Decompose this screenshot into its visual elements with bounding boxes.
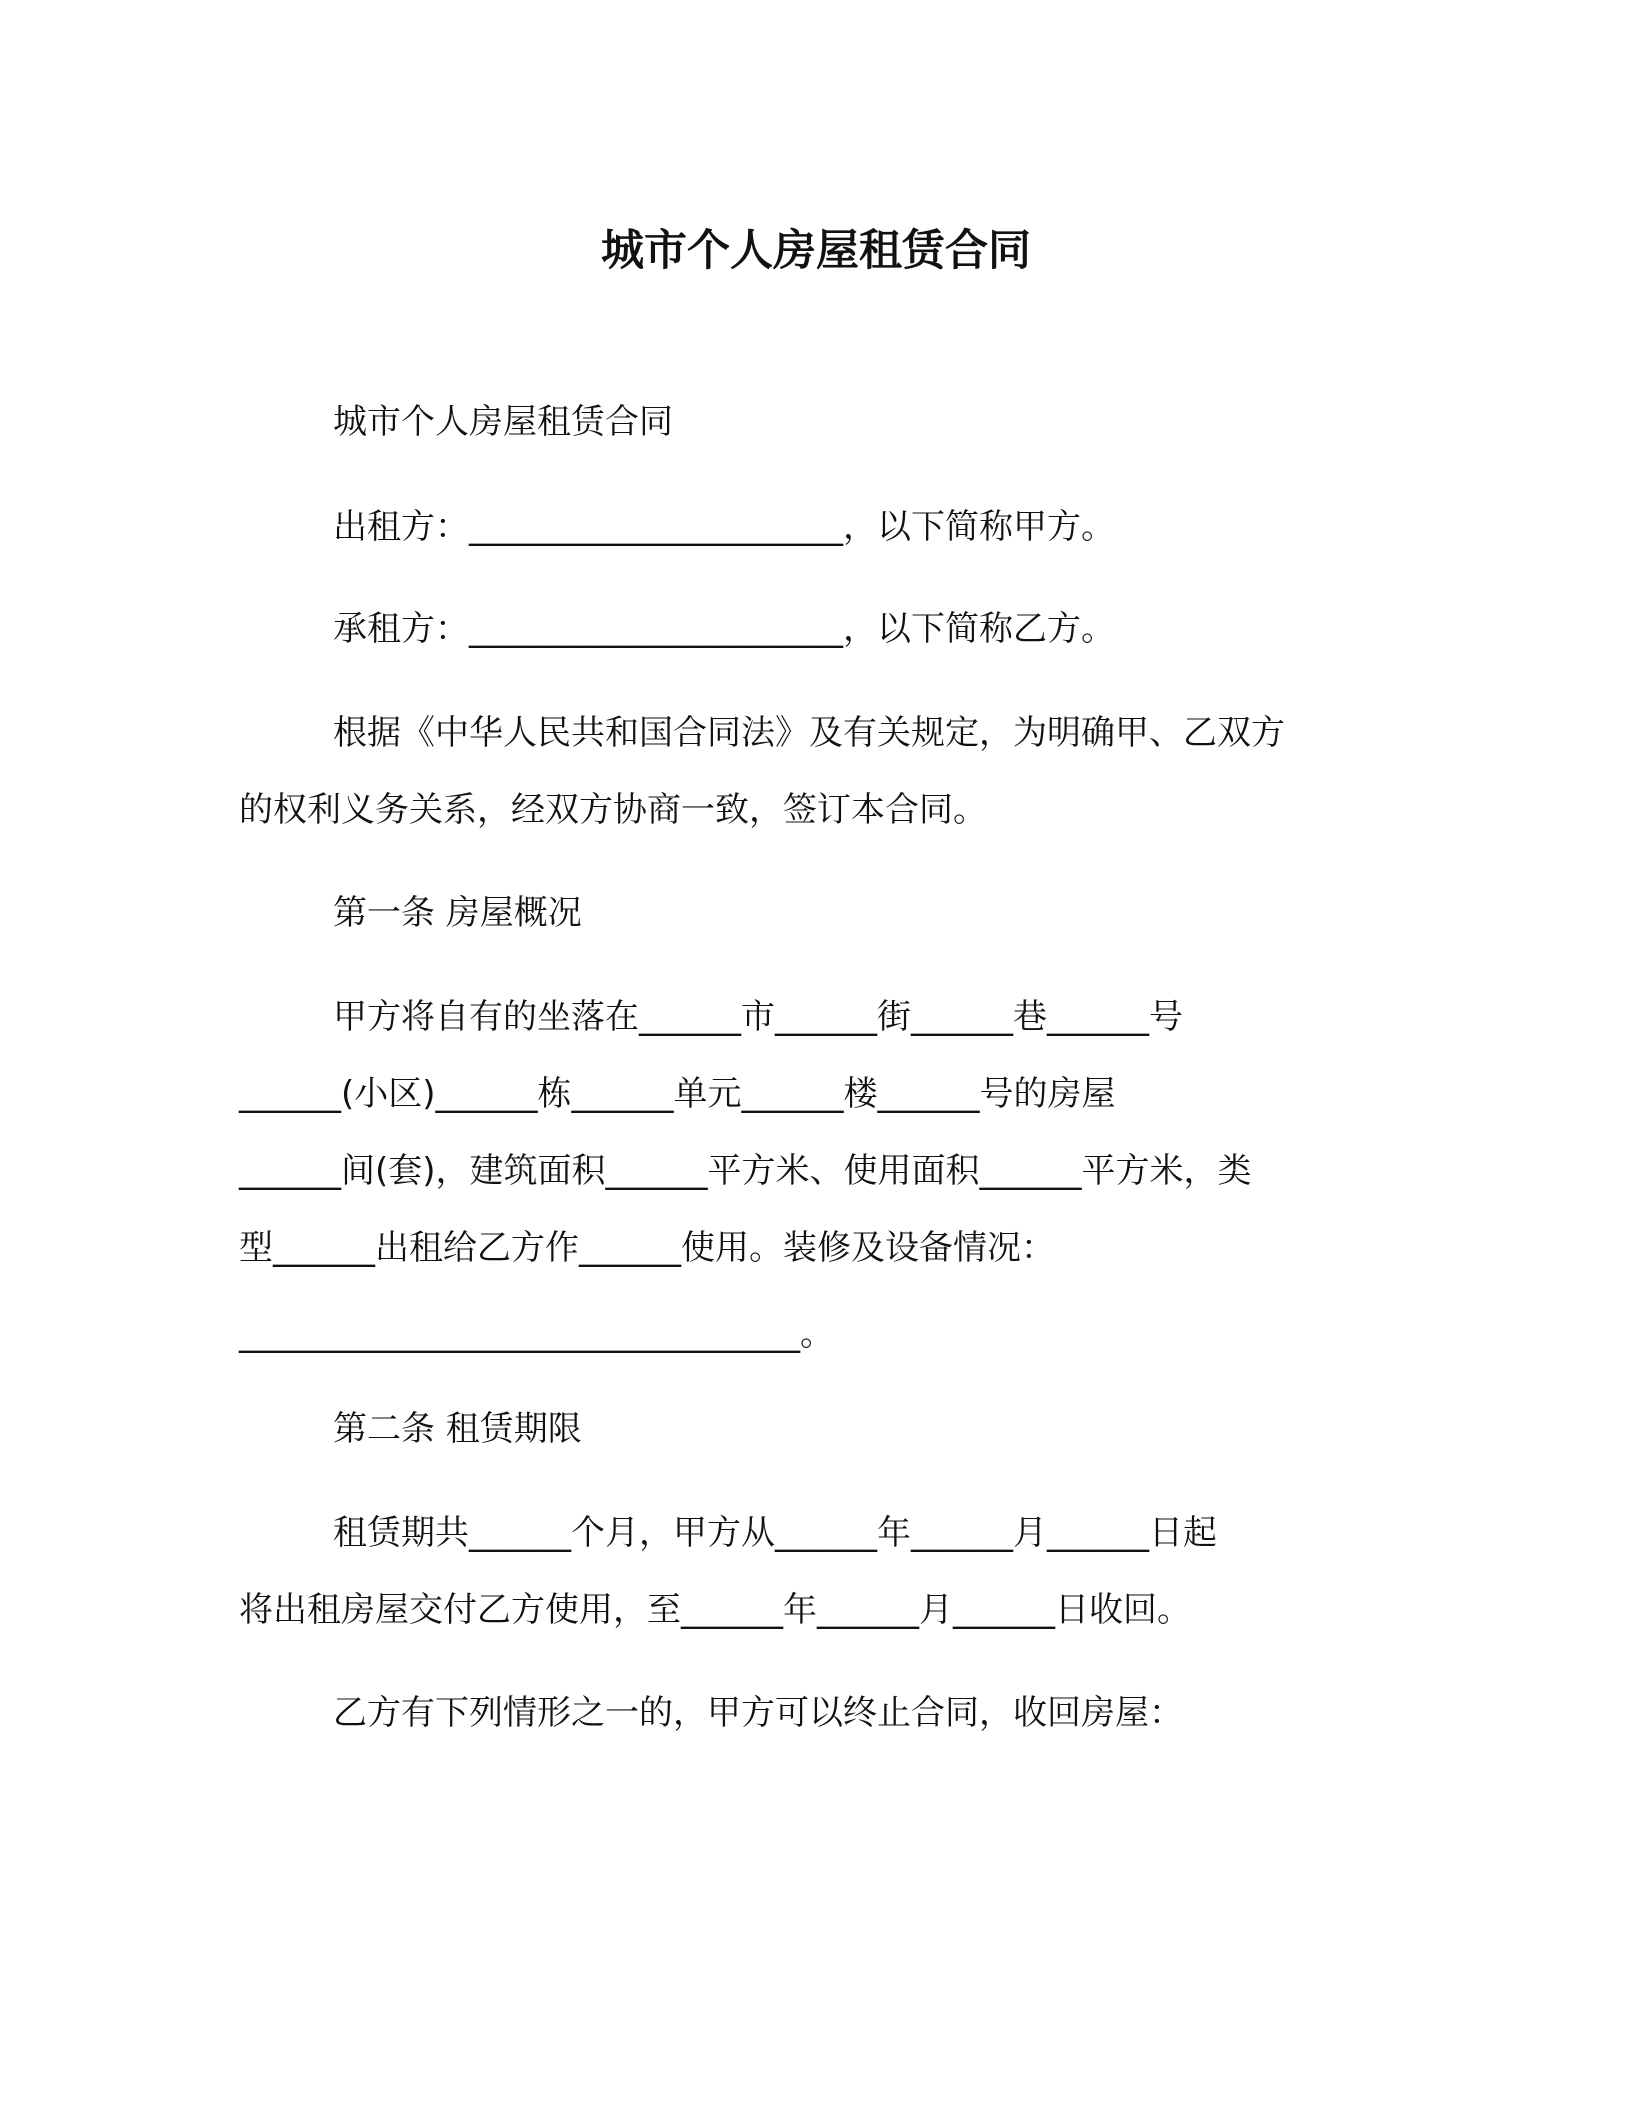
lessor-line: 出租方：______________________，以下简称甲方。 (333, 507, 1115, 547)
article-1-line-5: _________________________________。 (239, 1314, 834, 1354)
document-title: 城市个人房屋租赁合同 (601, 226, 1031, 276)
article-2-line-2: 将出租房屋交付乙方使用，至______年______月______日收回。 (239, 1590, 1191, 1630)
article-1-line-1: 甲方将自有的坐落在______市______街______巷______号 (333, 997, 1183, 1037)
article-1-heading: 第一条 房屋概况 (333, 893, 582, 933)
preamble-line-1: 根据《中华人民共和国合同法》及有关规定，为明确甲、乙双方 (333, 713, 1285, 753)
article-1-line-4: 型______出租给乙方作______使用。装修及设备情况： (239, 1228, 1055, 1268)
lessee-line: 承租方：______________________，以下简称乙方。 (333, 609, 1115, 649)
contract-heading: 城市个人房屋租赁合同 (333, 402, 673, 442)
termination-line: 乙方有下列情形之一的，甲方可以终止合同，收回房屋： (333, 1693, 1183, 1733)
article-2-line-1: 租赁期共______个月，甲方从______年______月______日起 (333, 1513, 1217, 1553)
preamble-line-2: 的权利义务关系，经双方协商一致，签订本合同。 (239, 790, 987, 830)
article-1-line-3: ______间(套)，建筑面积______平方米、使用面积______平方米，类 (239, 1151, 1252, 1191)
article-2-heading: 第二条 租赁期限 (333, 1409, 582, 1449)
article-1-line-2: ______(小区)______栋______单元______楼______号的房屋 (239, 1074, 1116, 1114)
